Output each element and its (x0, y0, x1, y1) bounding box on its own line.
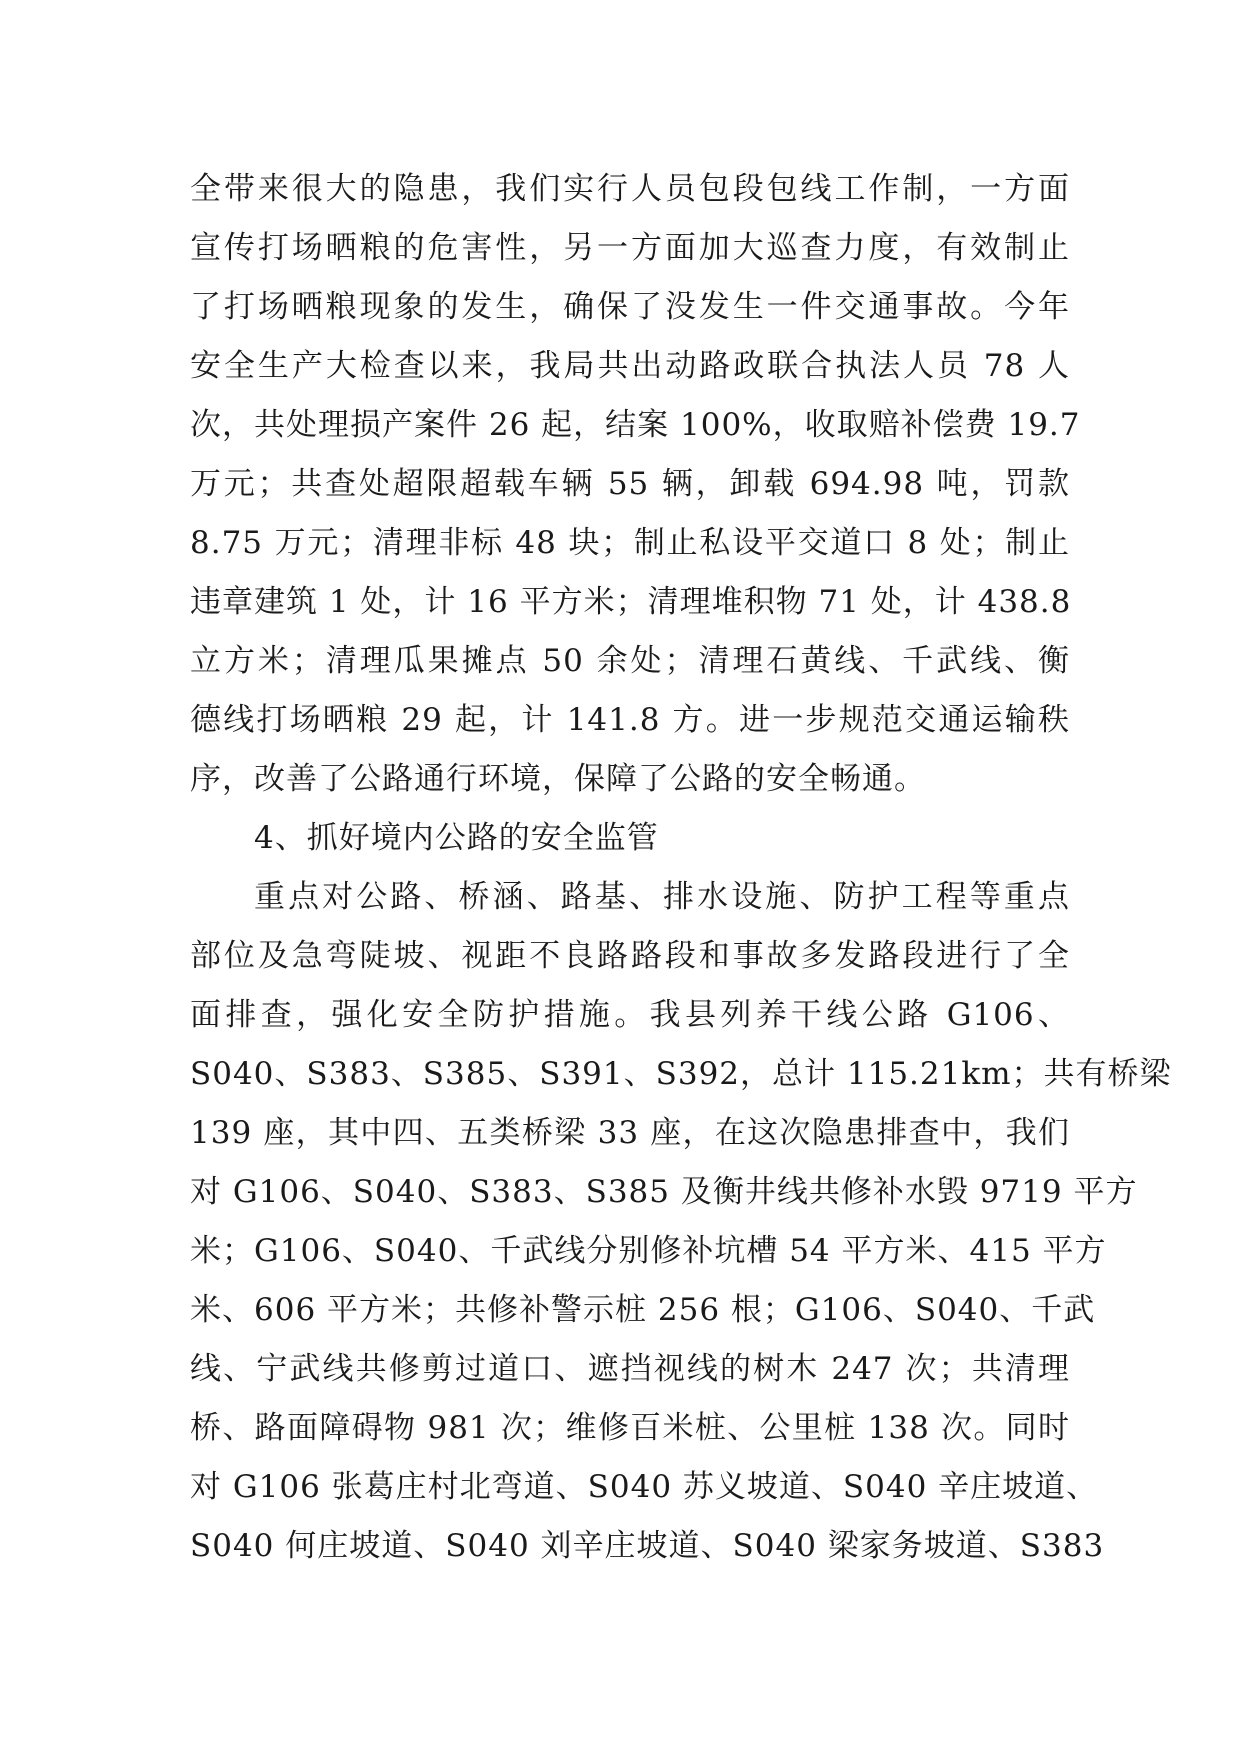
body-text (190, 160, 1172, 1576)
text-line: S040 何庄坡道、S040 刘辛庄坡道、S040 梁家务坡道、S383 (190, 1528, 1105, 1564)
text-line: 面排查，强化安全防护措施。我县列养干线公路 G106、 (190, 997, 1070, 1033)
text-line: 对 G106 张葛庄村北弯道、S040 苏义坡道、S040 辛庄坡道、 (190, 1469, 1099, 1505)
text-line: 全带来很大的隐患，我们实行人员包段包线工作制，一方面 (190, 171, 1070, 207)
text-line: 宣传打场晒粮的危害性，另一方面加大巡查力度，有效制止 (190, 230, 1070, 266)
text-line: S040、S383、S385、S391、S392，总计 115.21km；共有桥梁 (190, 1056, 1172, 1092)
text-line: 线、宁武线共修剪过道口、遮挡视线的树木 247 次；共清理 (190, 1351, 1070, 1387)
section-heading: 4、抓好境内公路的安全监管 (254, 820, 659, 856)
text-line: 米、606 平方米；共修补警示桩 256 根；G106、S040、千武 (190, 1292, 1096, 1328)
text-line: 8.75 万元；清理非标 48 块；制止私设平交道口 8 处；制止 (190, 525, 1070, 561)
text-line: 立方米；清理瓜果摊点 50 余处；清理石黄线、千武线、衡 (190, 643, 1070, 679)
text-line: 139 座，其中四、五类桥梁 33 座，在这次隐患排查中，我们 (190, 1115, 1070, 1151)
text-line: 次，共处理损产案件 26 起，结案 100%，收取赔补偿费 19.7 (190, 407, 1081, 443)
paragraph-end-line: 序，改善了公路通行环境，保障了公路的安全畅通。 (190, 761, 926, 797)
text-line: 违章建筑 1 处，计 16 平方米；清理堆积物 71 处，计 438.8 (190, 584, 1072, 620)
text-line: 德线打场晒粮 29 起，计 141.8 方。进一步规范交通运输秩 (190, 702, 1070, 738)
text-line: 安全生产大检查以来，我局共出动路政联合执法人员 78 人 (190, 348, 1070, 384)
text-line: 米；G106、S040、千武线分别修补坑槽 54 平方米、415 平方 (190, 1233, 1107, 1269)
text-line: 了打场晒粮现象的发生，确保了没发生一件交通事故。今年 (190, 289, 1070, 325)
text-line: 对 G106、S040、S383、S385 及衡井线共修补水毁 9719 平方 (190, 1174, 1138, 1210)
text-line: 桥、路面障碍物 981 次；维修百米桩、公里桩 138 次。同时 (190, 1410, 1070, 1446)
text-line: 万元；共查处超限超载车辆 55 辆，卸载 694.98 吨，罚款 (190, 466, 1070, 502)
text-line: 部位及急弯陡坡、视距不良路路段和事故多发路段进行了全 (190, 938, 1070, 974)
paragraph-first-line: 重点对公路、桥涵、路基、排水设施、防护工程等重点 (254, 879, 1070, 915)
